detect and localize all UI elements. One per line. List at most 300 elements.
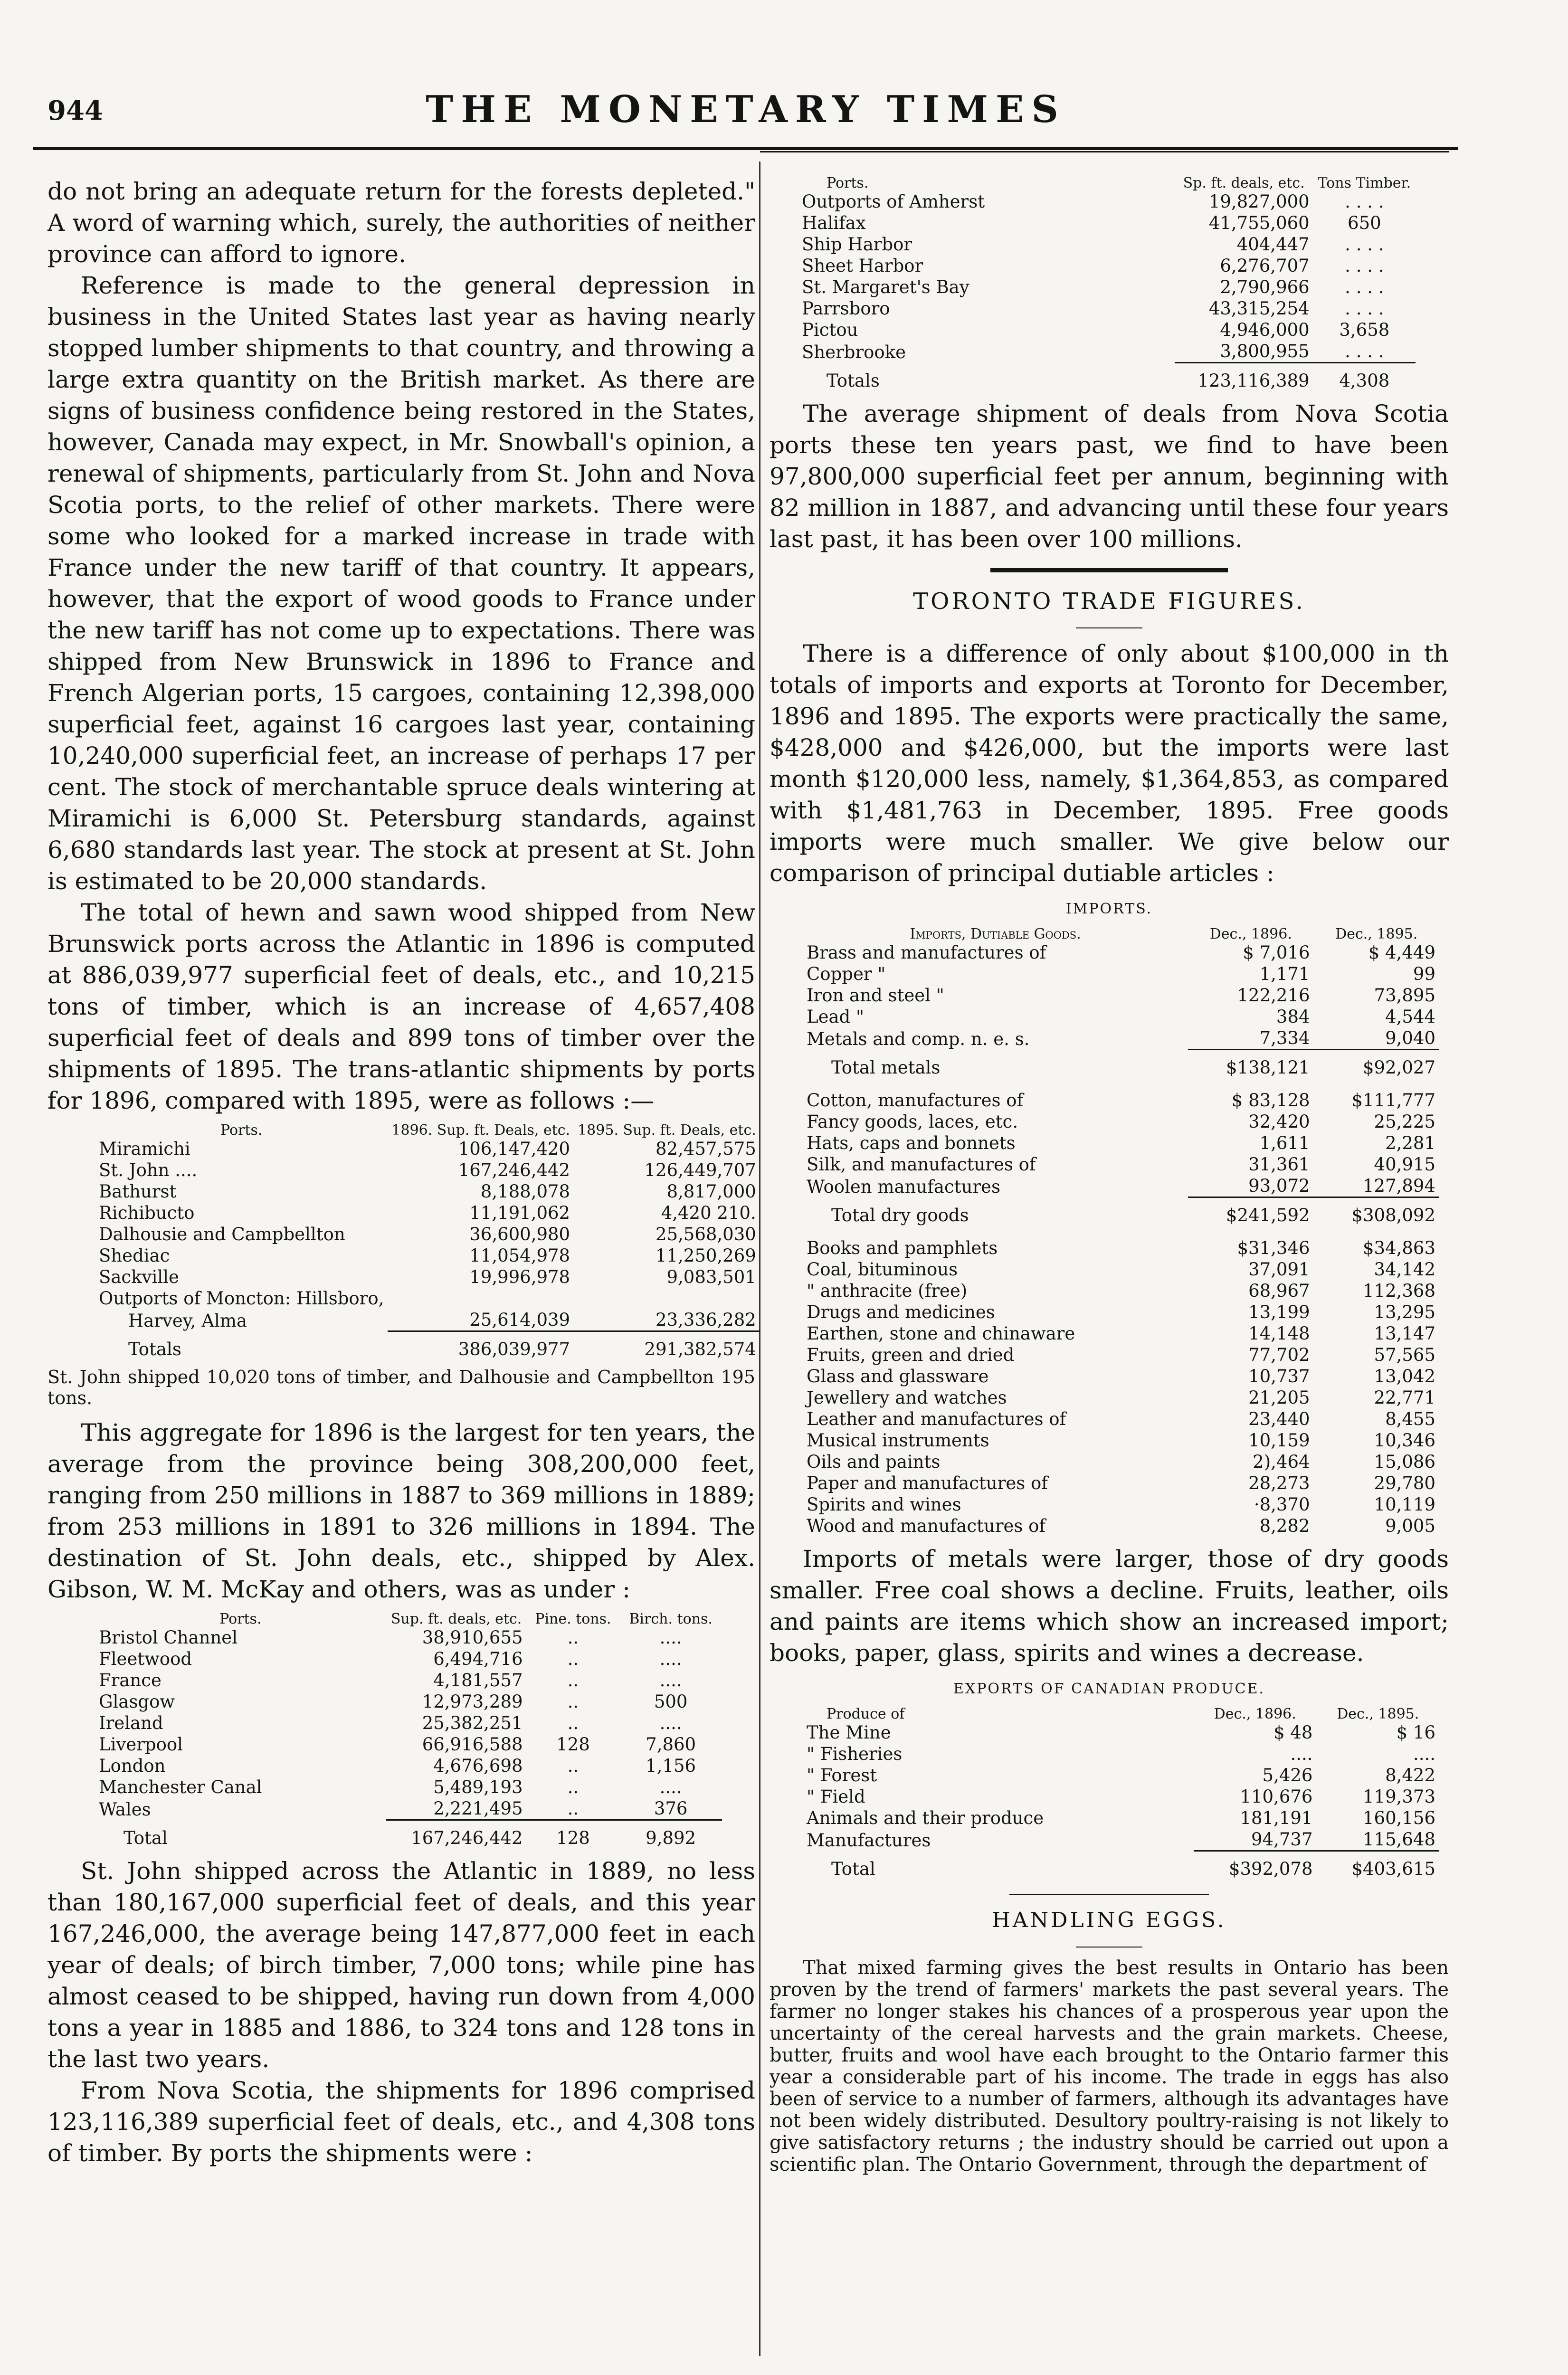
birch-tons: 500 — [654, 1691, 688, 1712]
value-1895: $ 4,449 — [1368, 942, 1435, 963]
value-1895: $ 16 — [1396, 1722, 1435, 1743]
value-1896: 37,091 — [1248, 1259, 1310, 1280]
table-row — [803, 1786, 1439, 1807]
sp-ft: 19,827,000 — [1208, 191, 1310, 212]
value-1895: 119,373 — [1362, 1786, 1435, 1807]
value-1895: 9,040 — [1385, 1028, 1435, 1048]
value-1895: .... — [1413, 1744, 1435, 1764]
row-label: Total — [831, 1859, 875, 1879]
table-row — [95, 1691, 722, 1712]
sup-ft: 6,494,716 — [433, 1649, 523, 1669]
value-1895: 23,336,282 — [655, 1310, 756, 1330]
row-label: Harvey, Alma — [128, 1310, 247, 1331]
tons-timber: . . . . — [1345, 256, 1384, 276]
value-1896: $ 7,016 — [1243, 942, 1310, 963]
birch-tons: .... — [659, 1649, 682, 1669]
value-1896: 36,600,980 — [469, 1224, 570, 1244]
nb-shipments-table — [95, 1123, 760, 1360]
table-row — [803, 1237, 1439, 1259]
value-1896: 122,216 — [1237, 985, 1310, 1006]
table-row — [95, 1627, 722, 1648]
table-row — [95, 1138, 760, 1159]
header-rule-secondary — [760, 151, 1449, 152]
row-label: Coal, bituminous — [807, 1259, 958, 1280]
paragraph: There is a difference of only about $100,000 in th totals of imports and exports at Toronto for December, 1896 and 1895. The exports were practically the same, $428,000 and $426,000, but the imports were last month $120,000 less, namely, $1,364,853, as compared with $1,481,763 in December, 1895. Free goods imports were much smaller. We give below our comparison of principal dutiable articles : — [770, 640, 1449, 887]
col-header: Tons Timber. — [1318, 175, 1411, 191]
table-row — [803, 1154, 1439, 1175]
section-title: TORONTO TRADE FIGURES. — [913, 588, 1305, 615]
pine-tons: .. — [567, 1713, 579, 1733]
sup-ft: 2,221,495 — [433, 1798, 523, 1819]
col-header: Birch. tons. — [629, 1611, 713, 1627]
row-label: Fleetwood — [99, 1649, 192, 1669]
table-row — [95, 1712, 722, 1734]
toronto-imports-table — [803, 927, 1439, 1537]
sup-ft: 38,910,655 — [422, 1627, 523, 1648]
row-label: Totals — [827, 370, 880, 391]
col-header: Ports. — [827, 175, 869, 191]
col-header: Dec., 1895. — [1337, 1706, 1419, 1722]
row-label: Hats, caps and bonnets — [807, 1133, 1016, 1153]
paragraph: The total of hewn and sawn wood shipped from New Brunswick ports across the Atlantic in 1896 is computed at 886,039,977 superficial feet of deals, etc., and 10,215 tons of timber, which is an increase of 4,657,408 superficial feet of deals and 899 tons of timber over the shipments of 1895. The trans-atlantic shipments by ports for 1896, compared with 1895, were as follows :— — [48, 899, 755, 1114]
table-row — [803, 1494, 1439, 1515]
row-label: Shediac — [99, 1245, 170, 1266]
pine-total: 128 — [527, 1820, 620, 1849]
section-rule — [990, 568, 1228, 572]
value-1895: 13,042 — [1374, 1366, 1435, 1387]
row-label: Silk, and manufactures of — [807, 1154, 1036, 1175]
row-label: Books and pamphlets — [807, 1238, 998, 1258]
row-label: Totals — [128, 1339, 181, 1359]
table-row — [803, 1807, 1439, 1829]
table-row — [95, 1734, 722, 1755]
table-row — [803, 942, 1439, 963]
total-1895: $403,615 — [1316, 1851, 1439, 1880]
table-row — [803, 1280, 1439, 1302]
sup-ft: 12,973,289 — [422, 1691, 523, 1712]
row-label: Leather and manufactures of — [807, 1409, 1066, 1429]
row-label: Wales — [99, 1799, 151, 1820]
tons-total: 4,308 — [1313, 363, 1416, 392]
row-label: Brass and manufactures of — [807, 942, 1046, 963]
row-label: Fancy goods, laces, etc. — [807, 1112, 1018, 1132]
value-1896: 7,334 — [1259, 1028, 1310, 1048]
row-label: Wood and manufactures of — [807, 1516, 1046, 1536]
col-header: 1896. Sup. ft. Deals, etc. — [391, 1122, 570, 1139]
value-1896 — [388, 1288, 574, 1309]
row-label: Fruits, green and dried — [807, 1345, 1015, 1365]
table-row — [803, 1027, 1439, 1050]
value-1896: 28,273 — [1248, 1473, 1310, 1493]
col-header: 1895. Sup. ft. Deals, etc. — [578, 1122, 756, 1139]
value-1895: 8,455 — [1385, 1409, 1435, 1429]
row-label: Pictou — [802, 320, 858, 340]
value-1895: 8,422 — [1385, 1765, 1435, 1786]
table-row — [803, 1765, 1439, 1786]
value-1895: 25,568,030 — [655, 1224, 756, 1244]
value-1896: 93,072 — [1248, 1176, 1310, 1196]
row-label: Total dry goods — [831, 1205, 969, 1226]
sp-ft: 404,447 — [1236, 234, 1310, 255]
table-row — [95, 1224, 760, 1245]
table-row — [95, 1776, 722, 1798]
table-row — [95, 1755, 722, 1776]
section-underline — [1076, 627, 1142, 628]
col-header: Pine. tons. — [535, 1611, 611, 1627]
tons-timber: . . . . — [1345, 191, 1384, 212]
value-1895: $34,863 — [1362, 1238, 1435, 1258]
table-row — [798, 191, 1416, 212]
row-label: Woolen manufactures — [807, 1176, 1000, 1197]
value-1896: 110,676 — [1240, 1786, 1313, 1807]
value-1896: 1,611 — [1259, 1133, 1310, 1153]
table-row — [803, 1175, 1439, 1197]
table-row — [798, 363, 1416, 392]
paragraph: do not bring an adequate return for the forests depleted." A word of warning which, surely, the authorities of neither province can afford to ignore. — [48, 178, 755, 268]
row-label: Miramichi — [99, 1139, 190, 1159]
row-label: " anthracite (free) — [807, 1281, 968, 1301]
value-1895: 57,565 — [1374, 1345, 1435, 1365]
row-label: Outports of Moncton: Hillsboro, — [99, 1288, 384, 1309]
row-label: Outports of Amherst — [802, 191, 985, 212]
value-1896: ·8,370 — [1254, 1494, 1310, 1515]
sp-ft: 2,790,966 — [1220, 277, 1310, 297]
table-row — [803, 1006, 1439, 1027]
table-caption: IMPORTS. — [1065, 901, 1153, 917]
left-column — [48, 176, 755, 2169]
row-label: Dalhousie and Campbellton — [99, 1224, 345, 1244]
tons-timber: . . . . — [1345, 277, 1384, 297]
value-1895: 40,915 — [1374, 1154, 1435, 1175]
paragraph: From Nova Scotia, the shipments for 1896 comprised 123,116,389 superficial feet of deals, etc., and 4,308 tons of timber. By ports the shipments were : — [48, 2077, 755, 2167]
row-label: Drugs and medicines — [807, 1302, 995, 1322]
value-1895 — [574, 1288, 760, 1309]
row-label: Richibucto — [99, 1203, 195, 1223]
value-1895: 112,368 — [1362, 1281, 1435, 1301]
row-label: Bathurst — [99, 1181, 177, 1202]
tons-timber: . . . . — [1345, 298, 1384, 319]
paragraph: The average shipment of deals from Nova Scotia ports these ten years past, we find to have been 97,800,000 superficial feet per annum, beginning with 82 million in 1887, and advancing until these four years last past, it has been over 100 millions. — [770, 400, 1449, 553]
pine-tons: .. — [567, 1670, 579, 1691]
table-row — [95, 1331, 760, 1360]
table-note: St. John shipped 10,020 tons of timber, and Dalhousie and Campbellton 195 tons. — [48, 1367, 755, 1408]
table-row — [803, 1259, 1439, 1280]
col-header: Dec., 1896. — [1214, 1706, 1296, 1722]
table-row — [95, 1245, 760, 1266]
value-1896: 10,737 — [1248, 1366, 1310, 1387]
value-1895: 4,420 210. — [661, 1203, 756, 1223]
birch-tons: .... — [659, 1713, 682, 1733]
total-1895: $308,092 — [1314, 1197, 1439, 1226]
table-row — [798, 298, 1416, 319]
row-label: Animals and their produce — [807, 1808, 1044, 1828]
table-row — [95, 1648, 722, 1670]
value-1896: 13,199 — [1248, 1302, 1310, 1322]
value-1896: 25,614,039 — [469, 1310, 570, 1330]
table-row — [798, 234, 1416, 255]
total-1896: 386,039,977 — [388, 1331, 574, 1360]
row-label: Parrsboro — [802, 298, 890, 319]
page-header — [33, 88, 1458, 140]
row-label: Glasgow — [99, 1691, 175, 1712]
row-label: Liverpool — [99, 1734, 183, 1755]
tons-timber: . . . . — [1345, 234, 1384, 255]
sp-ft: 6,276,707 — [1220, 256, 1310, 276]
table-row — [803, 1050, 1439, 1079]
table-row — [803, 1408, 1439, 1430]
row-label: Paper and manufactures of — [807, 1473, 1048, 1493]
row-label: Sackville — [99, 1267, 179, 1287]
sup-total: 167,246,442 — [386, 1820, 527, 1849]
pine-tons: .. — [567, 1649, 579, 1669]
value-1896: 181,191 — [1240, 1808, 1313, 1828]
table-row — [803, 1829, 1439, 1851]
value-1895: 4,544 — [1385, 1007, 1435, 1027]
birch-tons: .... — [659, 1627, 682, 1648]
value-1896: 167,246,442 — [458, 1160, 570, 1180]
spacer-row — [803, 1078, 1439, 1090]
table-row — [803, 1451, 1439, 1472]
birch-tons: 7,860 — [646, 1734, 696, 1755]
value-1896: 23,440 — [1248, 1409, 1310, 1429]
pine-tons: .. — [567, 1756, 579, 1776]
paragraph: St. John shipped across the Atlantic in 1889, no less than 180,167,000 superficial feet of deals, and this year 167,246,000, the average being 147,877,000 feet in each year of deals; of birch timber, 7,000 tons; while pine has almost ceased to be shipped, having run down from 4,000 tons a year in 1885 and 1886, to 324 tons and 128 tons in the last two years. — [48, 1857, 755, 2073]
value-1896: 11,191,062 — [469, 1203, 570, 1223]
sup-ft: 66,916,588 — [422, 1734, 523, 1755]
table-row — [798, 212, 1416, 234]
birch-tons: 376 — [654, 1798, 688, 1819]
table-row — [803, 1132, 1439, 1154]
row-label: Halifax — [802, 213, 866, 233]
ns-shipments-table — [798, 176, 1416, 391]
sp-ft: 43,315,254 — [1208, 298, 1310, 319]
row-label: Total metals — [831, 1057, 941, 1078]
value-1896: 32,420 — [1248, 1112, 1310, 1132]
col-header: Produce of — [827, 1706, 905, 1722]
value-1895: 22,771 — [1374, 1387, 1435, 1408]
sup-ft: 25,382,251 — [422, 1713, 523, 1733]
value-1895: 13,295 — [1374, 1302, 1435, 1322]
value-1896: $31,346 — [1237, 1238, 1310, 1258]
table-caption: EXPORTS OF CANADIAN PRODUCE. — [953, 1681, 1265, 1697]
value-1895: 13,147 — [1374, 1323, 1435, 1344]
row-label: Copper " — [807, 964, 886, 984]
value-1895: 10,119 — [1374, 1494, 1435, 1515]
pine-tons: 128 — [556, 1734, 590, 1755]
row-label: Manchester Canal — [99, 1777, 262, 1797]
value-1895: 9,083,501 — [666, 1267, 756, 1287]
table-row — [803, 1344, 1439, 1366]
table-row — [798, 276, 1416, 298]
table-row — [798, 255, 1416, 276]
sup-ft: 4,676,698 — [433, 1756, 523, 1776]
table-row — [803, 1090, 1439, 1111]
table-row — [803, 963, 1439, 985]
value-1896: $ 83,128 — [1231, 1090, 1310, 1111]
spacer-row — [803, 1226, 1439, 1237]
pine-tons: .. — [567, 1627, 579, 1648]
value-1896: .... — [1290, 1744, 1313, 1764]
page-number: 944 — [48, 95, 103, 126]
value-1896: 5,426 — [1262, 1765, 1313, 1786]
stjohn-destinations-table — [95, 1612, 722, 1849]
value-1896: 31,361 — [1248, 1154, 1310, 1175]
paragraph: Imports of metals were larger, those of dry goods smaller. Free coal shows a decline. Fruits, leather, oils and paints are items which show an increased import; books, paper, glass, spirits and wines a decrease. — [770, 1545, 1449, 1667]
row-label: " Fisheries — [807, 1744, 903, 1764]
table-row — [803, 985, 1439, 1006]
value-1895: 73,895 — [1374, 985, 1435, 1006]
row-label: Cotton, manufactures of — [807, 1090, 1024, 1111]
col-header: Ports. — [219, 1611, 262, 1627]
value-1895: 115,648 — [1362, 1829, 1435, 1850]
table-row — [803, 1722, 1439, 1743]
table-row — [95, 1181, 760, 1202]
sp-ft: 4,946,000 — [1220, 320, 1310, 340]
col-header: Sup. ft. deals, etc. — [390, 1611, 522, 1627]
value-1895: 126,449,707 — [644, 1160, 756, 1180]
sp-ft: 41,755,060 — [1208, 213, 1310, 233]
row-label: Musical instruments — [807, 1430, 989, 1451]
row-label: London — [99, 1756, 166, 1776]
paragraph: That mixed farming gives the best results in Ontario has been proven by the trend of farmers' markets the past several years. The farmer no longer stakes his chances of a prosperous year upon the uncertainty of the cereal harvests and the grain markets. Cheese, butter, fruits and wool have each brought to the Ontario farmer this year a considerable part of his income. The trade in eggs has also been of service to a number of farmers, although its advantages have not been widely distributed. Desultory poultry-raising is not likely to give satisfactory returns ; the industry should be carried out upon a scientific plan. The Ontario Government, through the department of — [770, 1957, 1449, 2176]
value-1895: 127,894 — [1362, 1176, 1435, 1196]
value-1895: 29,780 — [1374, 1473, 1435, 1493]
table-row — [803, 1323, 1439, 1344]
pine-tons: .. — [567, 1777, 579, 1797]
row-label: Earthen, stone and chinaware — [807, 1323, 1075, 1344]
value-1896: 106,147,420 — [458, 1139, 570, 1159]
value-1896: 94,737 — [1251, 1829, 1313, 1850]
birch-tons: .... — [659, 1670, 682, 1691]
table-row — [95, 1202, 760, 1224]
value-1896: 10,159 — [1248, 1430, 1310, 1451]
table-row — [803, 1366, 1439, 1387]
row-label: Ireland — [99, 1713, 163, 1733]
value-1896: 8,282 — [1259, 1516, 1310, 1536]
tons-timber: 650 — [1348, 213, 1381, 233]
table-row — [95, 1288, 760, 1309]
row-label: France — [99, 1670, 162, 1691]
col-header: Dec., 1895. — [1335, 926, 1418, 942]
table-row — [95, 1798, 722, 1820]
pine-tons: .. — [567, 1691, 579, 1712]
table-row — [95, 1820, 722, 1849]
table-row — [95, 1670, 722, 1691]
paragraph: This aggregate for 1896 is the largest for ten years, the average from the province being 308,200,000 feet, ranging from 250 millions in 1887 to 369 millions in 1889; from 253 millions in 1891 to 326 millions in 1894. The destination of St. John deals, etc., shipped by Alex. Gibson, W. M. McKay and others, was as under : — [48, 1419, 755, 1603]
birch-total: 9,892 — [619, 1820, 722, 1849]
value-1896: 21,205 — [1248, 1387, 1310, 1408]
right-column — [770, 176, 1449, 2176]
value-1896: $ 48 — [1273, 1722, 1313, 1743]
total-1895: $92,027 — [1314, 1050, 1439, 1079]
section-underline — [1076, 1947, 1142, 1948]
total-1896: $138,121 — [1188, 1050, 1313, 1079]
row-label: Spirits and wines — [807, 1494, 961, 1515]
table-row — [95, 1309, 760, 1331]
row-label: The Mine — [807, 1722, 891, 1743]
table-row — [803, 1111, 1439, 1132]
value-1895: 11,250,269 — [655, 1245, 756, 1266]
row-label: Lead " — [807, 1007, 864, 1027]
row-label: Metals and comp. n. e. s. — [807, 1028, 1030, 1049]
toronto-exports-table — [803, 1707, 1439, 1880]
col-header: Sp. ft. deals, etc. — [1183, 175, 1305, 191]
tons-timber: . . . . — [1345, 341, 1384, 361]
total-1896: $392,078 — [1194, 1851, 1317, 1880]
table-row — [803, 1851, 1439, 1880]
row-label: Sherbrooke — [802, 342, 906, 362]
header-rule — [33, 147, 1458, 150]
row-label: St. John .... — [99, 1160, 198, 1180]
row-label: Total — [124, 1828, 168, 1848]
sup-ft: 4,181,557 — [433, 1670, 523, 1691]
value-1895: $111,777 — [1351, 1090, 1435, 1111]
value-1895: 9,005 — [1385, 1516, 1435, 1536]
total-1896: $241,592 — [1188, 1197, 1313, 1226]
table-row — [798, 319, 1416, 341]
row-label: St. Margaret's Bay — [802, 277, 969, 297]
value-1895: 8,817,000 — [666, 1181, 756, 1202]
section-rule — [1009, 1894, 1209, 1895]
col-header: Imports, Dutiable Goods. — [910, 926, 1081, 942]
value-1896: 19,996,978 — [469, 1267, 570, 1287]
table-row — [803, 1197, 1439, 1226]
table-row — [803, 1515, 1439, 1537]
row-label: Manufactures — [807, 1830, 931, 1851]
total-1895: 291,382,574 — [574, 1331, 760, 1360]
value-1896: 8,188,078 — [480, 1181, 570, 1202]
sp-total: 123,116,389 — [1175, 363, 1313, 392]
value-1895: 82,457,575 — [655, 1139, 756, 1159]
birch-tons: 1,156 — [646, 1756, 696, 1776]
value-1896: 14,148 — [1248, 1323, 1310, 1344]
row-label: Glass and glassware — [807, 1366, 989, 1387]
table-row — [803, 1387, 1439, 1408]
row-label: Ship Harbor — [802, 234, 912, 255]
publication-title: THE MONETARY TIMES — [426, 88, 1066, 131]
table-row — [803, 1743, 1439, 1765]
value-1895: 10,346 — [1374, 1430, 1435, 1451]
table-row — [803, 1472, 1439, 1494]
row-label: Oils and paints — [807, 1452, 941, 1472]
birch-tons: .... — [659, 1777, 682, 1797]
table-row — [95, 1266, 760, 1288]
value-1895: 34,142 — [1374, 1259, 1435, 1280]
pine-tons: .. — [567, 1798, 579, 1819]
row-label: " Field — [807, 1786, 865, 1807]
col-header: Dec., 1896. — [1209, 926, 1292, 942]
table-row — [798, 341, 1416, 363]
value-1895: 160,156 — [1362, 1808, 1435, 1828]
tons-timber: 3,658 — [1339, 320, 1390, 340]
paragraph: Reference is made to the general depression in business in the United States last year as having nearly stopped lumber shipments to that country, and throwing a large extra quantity on the British market. As there are signs of business confidence being restored in the States, however, Canada may expect, in Mr. Snowball's opinion, a renewal of shipments, particularly from St. John and Nova Scotia ports, to the relief of other markets. There were some who looked for a marked increase in trade with France under the new tariff of that country. It appears, however, that the export of wood goods to France under the new tariff has not come up to expectations. There was shipped from New Brunswick in 1896 to France and French Algerian ports, 15 cargoes, containing 12,398,000 superficial feet, against 16 cargoes last year, containing 10,240,000 superficial feet, an increase of perhaps 17 per cent. The stock of merchantable spruce deals wintering at Miramichi is 6,000 St. Petersburg standards, against 6,680 standards last year. The stock at present at St. John is estimated to be 20,000 standards. — [48, 272, 755, 895]
value-1895: 25,225 — [1374, 1112, 1435, 1132]
row-label: Bristol Channel — [99, 1627, 238, 1648]
value-1896: 77,702 — [1248, 1345, 1310, 1365]
sup-ft: 5,489,193 — [433, 1777, 523, 1797]
table-row — [803, 1430, 1439, 1451]
table-row — [803, 1302, 1439, 1323]
value-1895: 15,086 — [1374, 1452, 1435, 1472]
value-1896: 68,967 — [1248, 1281, 1310, 1301]
value-1896: 1,171 — [1259, 964, 1310, 984]
row-label: Sheet Harbor — [802, 256, 923, 276]
value-1896: 11,054,978 — [469, 1245, 570, 1266]
col-header: Ports. — [220, 1122, 263, 1139]
value-1895: 99 — [1413, 964, 1435, 984]
sp-ft: 3,800,955 — [1220, 341, 1310, 361]
row-label: " Forest — [807, 1765, 877, 1786]
